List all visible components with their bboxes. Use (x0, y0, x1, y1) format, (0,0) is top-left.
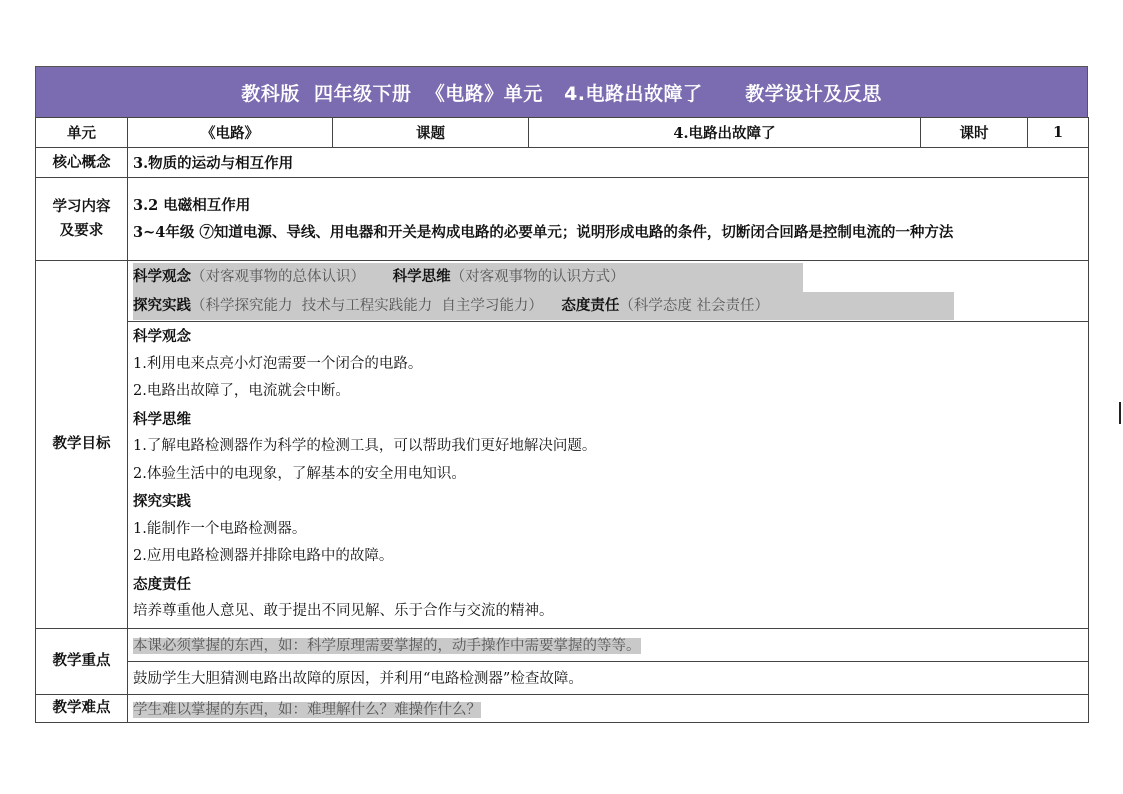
goals-detail (128, 322, 1089, 629)
difficult-points-hint: 学生难以掌握的东西，如：难理解什么？难操作什么？ (133, 701, 481, 718)
goals-summary-line-2 (133, 292, 1083, 321)
difficult-points-row (36, 694, 1089, 722)
goal-item: 2.体验生活中的电现象，了解基本的安全用电知识。 (133, 465, 466, 482)
attitude-responsibility-desc: （科学态度 社会责任） (619, 297, 769, 314)
goals-summary-row (36, 261, 1089, 322)
topic-value: 4.电路出故障了 (529, 118, 921, 148)
difficult-points-label: 教学难点 (36, 694, 128, 722)
learning-label-line1: 学习内容 (52, 198, 111, 215)
attitude-responsibility-tag: 态度责任 (561, 296, 620, 314)
document-title: 教科版 四年级下册 《电路》单元 4.电路出故障了 教学设计及反思 (35, 66, 1088, 117)
learning-text: 3~4年级 ⑦知道电源、导线、用电器和开关是构成电路的必要单元；说明形成电路的条件，切断闭合回路是控制电流的一种方法 (133, 224, 954, 241)
learning-label-line2: 及要求 (59, 222, 104, 239)
goal-item: 1.利用电来点亮小灯泡需要一个闭合的电路。 (133, 355, 423, 372)
goals-detail-row (36, 322, 1089, 629)
goal-item: 1.了解电路检测器作为科学的检测工具，可以帮助我们更好地解决问题。 (133, 438, 597, 454)
goal-section-heading: 探究实践 (133, 493, 191, 510)
goals-summary-highlight-2 (133, 292, 954, 321)
header-row (36, 118, 1089, 148)
inquiry-practice-tag: 探究实践 (133, 296, 191, 314)
lesson-plan-table (35, 117, 1089, 723)
goals-summary-line-1 (133, 263, 1083, 292)
period-value: 1 (1028, 118, 1089, 148)
topic-label: 课题 (333, 118, 529, 148)
key-points-value: 鼓励学生大胆猜测电路出故障的原因，并利用“电路检测器”检查故障。 (128, 661, 1089, 694)
goal-section-heading: 态度责任 (133, 575, 191, 593)
key-points-value-row (36, 661, 1089, 694)
science-thinking-desc: （对客观事物的认识方式） (450, 269, 625, 285)
goals-summary (128, 261, 1089, 322)
goal-item: 培养尊重他人意见、敢于提出不同见解、乐于合作与交流的精神。 (133, 603, 554, 619)
unit-label: 单元 (36, 118, 128, 148)
goal-section-heading: 科学思维 (133, 410, 191, 428)
unit-value: 《电路》 (128, 118, 333, 148)
learning-content (128, 178, 1089, 261)
goal-item: 2.电路出故障了，电流就会中断。 (133, 383, 350, 399)
goals-summary-highlight-1 (133, 263, 803, 292)
goal-section-heading: 科学观念 (133, 328, 191, 345)
science-concept-desc: （对客观事物的总体认识） (191, 269, 393, 285)
core-concept-label: 核心概念 (36, 148, 128, 178)
key-points-hint-row (36, 628, 1089, 661)
science-thinking-tag: 科学思维 (392, 268, 451, 285)
text-cursor-mark (1119, 402, 1121, 424)
core-concept-value: 3.物质的运动与相互作用 (128, 148, 1089, 178)
lesson-plan-document (35, 66, 1088, 723)
science-concept-tag: 科学观念 (133, 268, 191, 285)
goal-item: 2.应用电路检测器并排除电路中的故障。 (133, 548, 394, 564)
difficult-points-hint-cell (128, 694, 1089, 722)
core-concept-row (36, 148, 1089, 178)
learning-label (36, 178, 128, 261)
learning-heading: 3.2 电磁相互作用 (133, 197, 251, 214)
period-label: 课时 (921, 118, 1028, 148)
key-points-label: 教学重点 (36, 628, 128, 694)
goal-item: 1.能制作一个电路检测器。 (133, 520, 307, 537)
key-points-hint-cell (128, 628, 1089, 661)
learning-row (36, 178, 1089, 261)
inquiry-practice-desc: （科学探究能力 技术与工程实践能力 自主学习能力） (191, 297, 562, 314)
key-points-hint: 本课必须掌握的东西，如：科学原理需要掌握的，动手操作中需要掌握的等等。 (133, 638, 641, 654)
goals-label: 教学目标 (36, 261, 128, 629)
